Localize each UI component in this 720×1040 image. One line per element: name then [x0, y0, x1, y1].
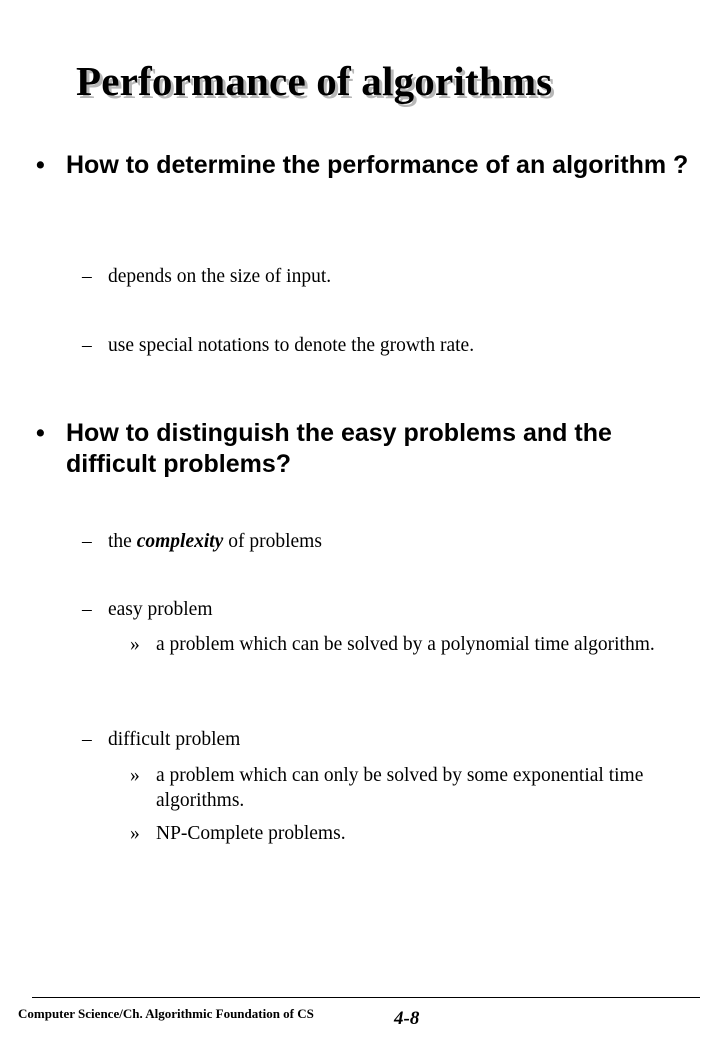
subitem-text — [108, 529, 692, 555]
detail-exponential-time — [130, 763, 690, 813]
bullet-marker: • — [36, 151, 45, 179]
footer-course: Computer Science/Ch. Algorithmic Foundation of CS — [18, 1006, 314, 1021]
detail-np-complete — [130, 821, 690, 846]
bullet-determine-performance — [36, 150, 706, 181]
guillemet-marker: » — [130, 634, 140, 655]
subitem-easy-problem — [82, 597, 692, 623]
footer-page-number: 4-8 — [394, 1008, 420, 1029]
detail-polynomial-time — [130, 632, 690, 657]
bullet-text: How to distinguish the easy problems and the difficult problems? — [66, 419, 612, 478]
subitem-growth-rate — [82, 333, 692, 359]
slide-title: Performance of algorithms — [76, 58, 553, 104]
subitem-text: depends on the size of input. — [108, 266, 332, 287]
dash-marker: – — [82, 531, 92, 552]
bullet-easy-vs-difficult — [36, 418, 706, 480]
dash-marker: – — [82, 266, 92, 287]
bullet-text: How to determine the performance of an algorithm ? — [66, 151, 689, 179]
bullet-marker: • — [36, 419, 45, 447]
dash-marker: – — [82, 729, 92, 750]
subitem-prefix: the — [108, 531, 137, 552]
detail-text: NP-Complete problems. — [156, 823, 346, 844]
subitem-text: difficult problem — [108, 729, 241, 750]
subitem-input-size — [82, 264, 692, 290]
subitem-text: use special notations to denote the growth rate. — [108, 335, 475, 356]
subitem-text: easy problem — [108, 599, 213, 620]
guillemet-marker: » — [130, 823, 140, 844]
subitem-complexity — [82, 529, 692, 555]
footer-divider — [32, 997, 700, 998]
dash-marker: – — [82, 599, 92, 620]
detail-text: a problem which can be solved by a polynomial time algorithm. — [156, 634, 655, 655]
subitem-difficult-problem — [82, 727, 692, 753]
dash-marker: – — [82, 335, 92, 356]
detail-text: a problem which can only be solved by some exponential time algorithms. — [156, 765, 644, 811]
emphasis-complexity: complexity — [136, 531, 224, 552]
guillemet-marker: » — [130, 765, 140, 786]
subitem-suffix: of problems — [223, 531, 322, 552]
